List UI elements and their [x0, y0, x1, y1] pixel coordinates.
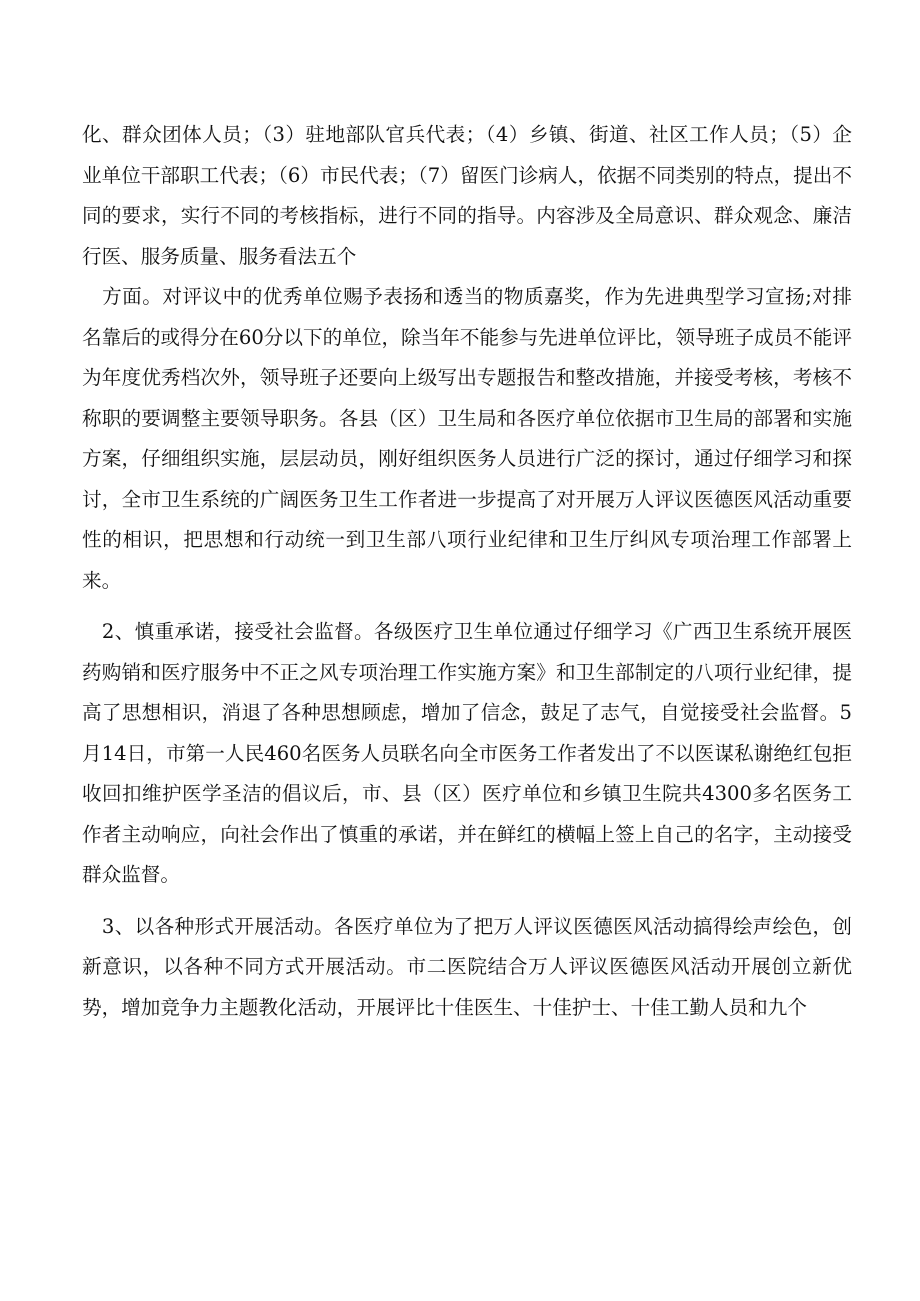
paragraph-2: 方面。对评议中的优秀单位赐予表扬和透当的物质嘉奖，作为先进典型学习宣扬;对排名靠后的或得分在60分以下的单位，除当年不能参与先进单位评比，领导班子成员不能评为年度优秀档次外，领导班子还要向上级写出专题报告和整改措施，并接受考核，考核不称职的要调整主要领导职务。各县（区）卫生局和各医疗单位依据市卫生局的部署和实施方案，仔细组织实施，层层动员，刚好组织医务人员进行广泛的探讨，通过仔细学习和探讨，全市卫生系统的广阔医务卫生工作者进一步提高了对开展万人评议医德医风活动重要性的相识，把思想和行动统一到卫生部八项行业纪律和卫生厅纠风专项治理工作部署上来。	[82, 285, 852, 592]
paragraph-4: 3、以各种形式开展活动。各医疗单位为了把万人评议医德医风活动搞得绘声绘色，创新意识，以各种不同方式开展活动。市二医院结合万人评议医德医风活动开展创立新优势，增加竞争力主题教化活动，开展评比十佳医生、十佳护士、十佳工勤人员和九个	[82, 914, 852, 1019]
paragraph-1: 化、群众团体人员；（3）驻地部队官兵代表；（4）乡镇、街道、社区工作人员；（5）企业单位干部职工代表；（6）市民代表；（7）留医门诊病人，依据不同类别的特点，提出不同的要求，实行不同的考核指标，进行不同的指导。内容涉及全局意识、群众观念、廉洁行医、服务质量、服务看法五个	[82, 123, 852, 268]
paragraph-3: 2、慎重承诺，接受社会监督。各级医疗卫生单位通过仔细学习《广西卫生系统开展医药购销和医疗服务中不正之风专项治理工作实施方案》和卫生部制定的八项行业纪律，提高了思想相识，消退了各种思想顾虑，增加了信念，鼓足了志气，自觉接受社会监督。5月14日，市第一人民460名医务人员联名向全市医务工作者发出了不以医谋私谢绝红包拒收回扣维护医学圣洁的倡议后，市、县（区）医疗单位和乡镇卫生院共4300多名医务工作者主动响应，向社会作出了慎重的承诺，并在鲜红的横幅上签上自己的名字，主动接受群众监督。	[82, 620, 852, 886]
document-body	[82, 115, 852, 1028]
